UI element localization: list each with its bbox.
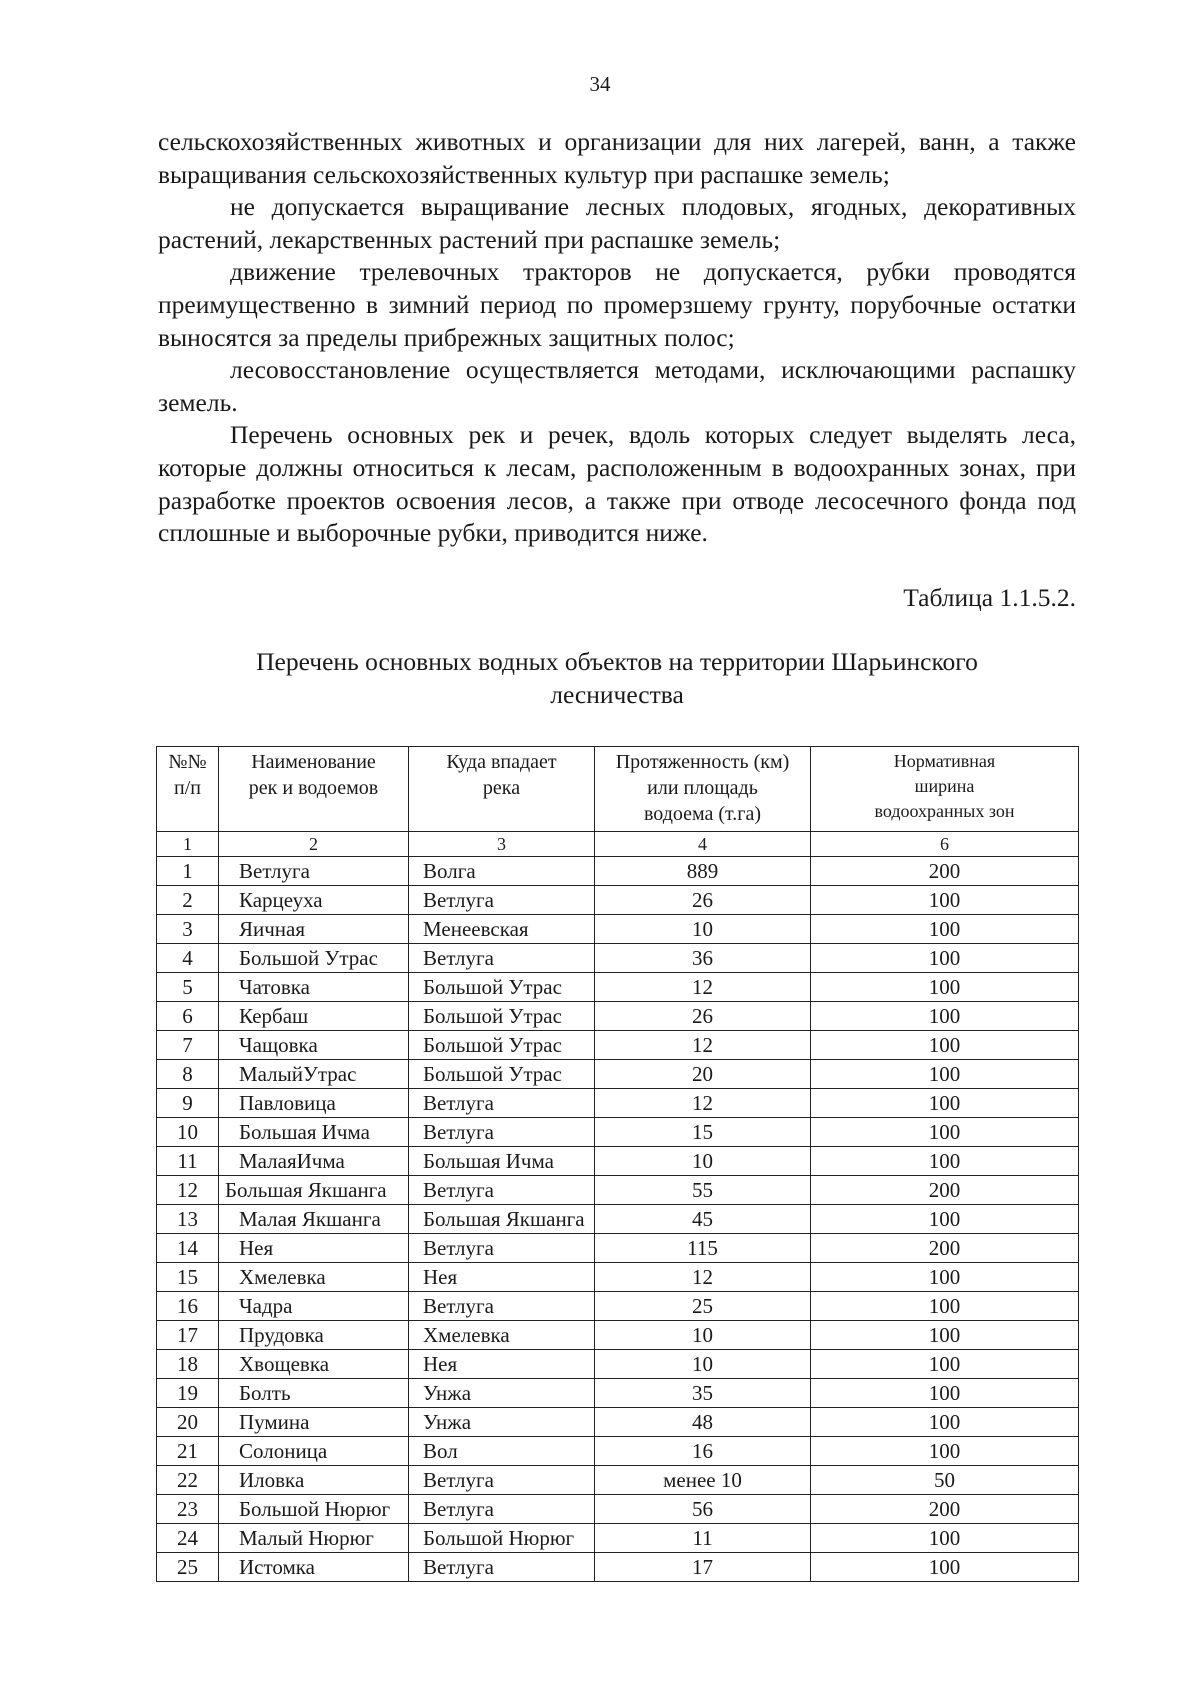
table-row [157, 1205, 1079, 1234]
row-number: 16 [157, 1292, 219, 1321]
water-bodies-table [156, 746, 1079, 1582]
zone-width: 200 [811, 1495, 1079, 1524]
row-number: 23 [157, 1495, 219, 1524]
flows-into: Большой Утрас [409, 1060, 595, 1089]
paragraph: движение трелевочных тракторов не допускается, рубки проводятся преимущественно в зимний период по промерзшему грунту, порубочные остатки выносятся за пределы прибрежных защитных полос; [158, 257, 1076, 352]
row-number: 17 [157, 1321, 219, 1350]
length: менее 10 [595, 1466, 811, 1495]
zone-width: 100 [811, 1350, 1079, 1379]
header-number [157, 747, 219, 832]
zone-width: 100 [811, 915, 1079, 944]
zone-width: 200 [811, 1176, 1079, 1205]
zone-width: 100 [811, 1437, 1079, 1466]
header-length-line-3: водоема (т.га) [643, 803, 762, 825]
header-number-line-2: п/п [174, 777, 201, 799]
river-name: Хмелевка [219, 1263, 409, 1292]
row-number: 19 [157, 1379, 219, 1408]
flows-into: Хмелевка [409, 1321, 595, 1350]
zone-width: 100 [811, 1002, 1079, 1031]
flows-into: Большая Якшанга [409, 1205, 595, 1234]
table-row [157, 1118, 1079, 1147]
river-name: Солоница [219, 1437, 409, 1466]
table-title-line-1: Перечень основных водных объектов на территории Шарьинского [256, 647, 978, 676]
length: 35 [595, 1379, 811, 1408]
river-name: Чадра [219, 1292, 409, 1321]
length: 12 [595, 1089, 811, 1118]
zone-width: 200 [811, 1234, 1079, 1263]
table-row [157, 915, 1079, 944]
zone-width: 100 [811, 1321, 1079, 1350]
header-length-line-1: Протяженность (км) [615, 751, 790, 773]
zone-width: 100 [811, 1205, 1079, 1234]
column-number-row [157, 832, 1079, 857]
length: 20 [595, 1060, 811, 1089]
flows-into: Ветлуга [409, 1466, 595, 1495]
row-number: 7 [157, 1031, 219, 1060]
row-number: 9 [157, 1089, 219, 1118]
zone-width: 100 [811, 1408, 1079, 1437]
length: 45 [595, 1205, 811, 1234]
flows-into: Большая Ичма [409, 1147, 595, 1176]
paragraph: сельскохозяйственных животных и организации для них лагерей, ванн, а также выращивания сельскохозяйственных культур при распашке земель; [158, 127, 1076, 189]
table-row [157, 1350, 1079, 1379]
river-name: Большая Ичма [219, 1118, 409, 1147]
length: 10 [595, 1321, 811, 1350]
row-number: 8 [157, 1060, 219, 1089]
row-number: 25 [157, 1553, 219, 1582]
header-mouth-line-1: Куда впадает [446, 751, 557, 773]
river-name: Большой Утрас [219, 944, 409, 973]
row-number: 20 [157, 1408, 219, 1437]
flows-into: Ветлуга [409, 886, 595, 915]
river-name: Большая Якшанга [219, 1176, 409, 1205]
river-name: Карцеуха [219, 886, 409, 915]
river-name: Хвощевка [219, 1350, 409, 1379]
river-name: Пумина [219, 1408, 409, 1437]
table-body [157, 857, 1079, 1582]
row-number: 10 [157, 1118, 219, 1147]
length: 11 [595, 1524, 811, 1553]
length: 12 [595, 1263, 811, 1292]
length: 10 [595, 1350, 811, 1379]
zone-width: 100 [811, 1089, 1079, 1118]
zone-width: 100 [811, 973, 1079, 1002]
river-name: Малая Якшанга [219, 1205, 409, 1234]
header-length [595, 747, 811, 832]
length: 10 [595, 1147, 811, 1176]
table-row [157, 1495, 1079, 1524]
river-name: Павловица [219, 1089, 409, 1118]
paragraph: лесовосстановление осуществляется методами, исключающими распашку земель. [158, 355, 1076, 417]
zone-width: 100 [811, 1379, 1079, 1408]
row-number: 5 [157, 973, 219, 1002]
river-name: Большой Нюрюг [219, 1495, 409, 1524]
flows-into: Ветлуга [409, 944, 595, 973]
flows-into: Нея [409, 1263, 595, 1292]
row-number: 2 [157, 886, 219, 915]
zone-width: 50 [811, 1466, 1079, 1495]
flows-into: Вол [409, 1437, 595, 1466]
row-number: 15 [157, 1263, 219, 1292]
river-name: Нея [219, 1234, 409, 1263]
river-name: Чатовка [219, 973, 409, 1002]
row-number: 18 [157, 1350, 219, 1379]
header-name-line-1: Наименование [251, 751, 376, 773]
header-mouth-line-2: река [482, 777, 521, 799]
row-number: 22 [157, 1466, 219, 1495]
table-row [157, 1553, 1079, 1582]
column-number: 6 [811, 832, 1079, 857]
river-name: Прудовка [219, 1321, 409, 1350]
table-title-line-2: лесничества [550, 680, 684, 709]
river-name: Чащовка [219, 1031, 409, 1060]
table-header-row [157, 747, 1079, 832]
row-number: 1 [157, 857, 219, 886]
header-mouth [409, 747, 595, 832]
flows-into: Ветлуга [409, 1234, 595, 1263]
zone-width: 100 [811, 1060, 1079, 1089]
length: 15 [595, 1118, 811, 1147]
row-number: 4 [157, 944, 219, 973]
flows-into: Большой Утрас [409, 1002, 595, 1031]
row-number: 13 [157, 1205, 219, 1234]
header-width-line-2: ширина [914, 776, 975, 796]
flows-into: Менеевская [409, 915, 595, 944]
row-number: 12 [157, 1176, 219, 1205]
river-name: Кербаш [219, 1002, 409, 1031]
flows-into: Большой Нюрюг [409, 1524, 595, 1553]
row-number: 3 [157, 915, 219, 944]
table-row [157, 1060, 1079, 1089]
body-text [158, 126, 1076, 550]
river-name: Ветлуга [219, 857, 409, 886]
flows-into: Нея [409, 1350, 595, 1379]
row-number: 21 [157, 1437, 219, 1466]
zone-width: 100 [811, 1524, 1079, 1553]
table-row [157, 1379, 1079, 1408]
table-row [157, 1437, 1079, 1466]
table-row [157, 944, 1079, 973]
table-label: Таблица 1.1.5.2. [903, 583, 1076, 612]
river-name: МалаяИчма [219, 1147, 409, 1176]
flows-into: Волга [409, 857, 595, 886]
table-row [157, 1524, 1079, 1553]
row-number: 14 [157, 1234, 219, 1263]
river-name: Малый Нюрюг [219, 1524, 409, 1553]
length: 16 [595, 1437, 811, 1466]
length: 12 [595, 1031, 811, 1060]
flows-into: Большой Утрас [409, 973, 595, 1002]
length: 48 [595, 1408, 811, 1437]
header-zone-width [811, 747, 1079, 832]
zone-width: 100 [811, 1118, 1079, 1147]
header-number-line-1: №№ [168, 751, 207, 773]
length: 17 [595, 1553, 811, 1582]
header-name [219, 747, 409, 832]
flows-into: Ветлуга [409, 1553, 595, 1582]
length: 56 [595, 1495, 811, 1524]
row-number: 24 [157, 1524, 219, 1553]
zone-width: 100 [811, 1147, 1079, 1176]
zone-width: 100 [811, 944, 1079, 973]
header-name-line-2: рек и водоемов [248, 777, 379, 799]
table-row [157, 1408, 1079, 1437]
river-name: Иловка [219, 1466, 409, 1495]
length: 26 [595, 1002, 811, 1031]
row-number: 11 [157, 1147, 219, 1176]
table-row [157, 1176, 1079, 1205]
table-row [157, 1147, 1079, 1176]
flows-into: Ветлуга [409, 1495, 595, 1524]
column-number: 4 [595, 832, 811, 857]
table-row [157, 1089, 1079, 1118]
header-length-line-2: или площадь [647, 777, 758, 799]
zone-width: 100 [811, 1292, 1079, 1321]
flows-into: Унжа [409, 1379, 595, 1408]
zone-width: 100 [811, 1263, 1079, 1292]
page-number: 34 [589, 72, 611, 96]
length: 889 [595, 857, 811, 886]
column-number: 1 [157, 832, 219, 857]
column-number: 3 [409, 832, 595, 857]
flows-into: Ветлуга [409, 1292, 595, 1321]
length: 12 [595, 973, 811, 1002]
table-row [157, 1234, 1079, 1263]
flows-into: Ветлуга [409, 1118, 595, 1147]
flows-into: Ветлуга [409, 1176, 595, 1205]
table-row [157, 1321, 1079, 1350]
table-row [157, 857, 1079, 886]
river-name: Болть [219, 1379, 409, 1408]
river-name: Истомка [219, 1553, 409, 1582]
table-title [158, 645, 1076, 711]
zone-width: 200 [811, 857, 1079, 886]
paragraph: не допускается выращивание лесных плодовых, ягодных, декоративных растений, лекарственных растений при распашке земель; [158, 192, 1076, 254]
zone-width: 100 [811, 886, 1079, 915]
table-row [157, 1263, 1079, 1292]
table-row [157, 973, 1079, 1002]
length: 55 [595, 1176, 811, 1205]
length: 26 [595, 886, 811, 915]
flows-into: Большой Утрас [409, 1031, 595, 1060]
zone-width: 100 [811, 1031, 1079, 1060]
table-row [157, 1292, 1079, 1321]
column-number: 2 [219, 832, 409, 857]
length: 10 [595, 915, 811, 944]
header-width-line-3: водоохранных зон [874, 801, 1015, 821]
table-row [157, 1031, 1079, 1060]
zone-width: 100 [811, 1553, 1079, 1582]
length: 25 [595, 1292, 811, 1321]
header-width-line-1: Нормативная [893, 751, 996, 771]
table-row [157, 1002, 1079, 1031]
flows-into: Ветлуга [409, 1089, 595, 1118]
length: 115 [595, 1234, 811, 1263]
row-number: 6 [157, 1002, 219, 1031]
river-name: Яичная [219, 915, 409, 944]
table-row [157, 1466, 1079, 1495]
paragraph: Перечень основных рек и речек, вдоль которых следует выделять леса, которые должны относиться к лесам, расположенным в водоохранных зонах, при разработке проектов освоения лесов, а также при отводе лесосечного фонда под сплошные и выборочные рубки, приводится ниже. [158, 420, 1076, 548]
flows-into: Унжа [409, 1408, 595, 1437]
table-row [157, 886, 1079, 915]
length: 36 [595, 944, 811, 973]
river-name: МалыйУтрас [219, 1060, 409, 1089]
